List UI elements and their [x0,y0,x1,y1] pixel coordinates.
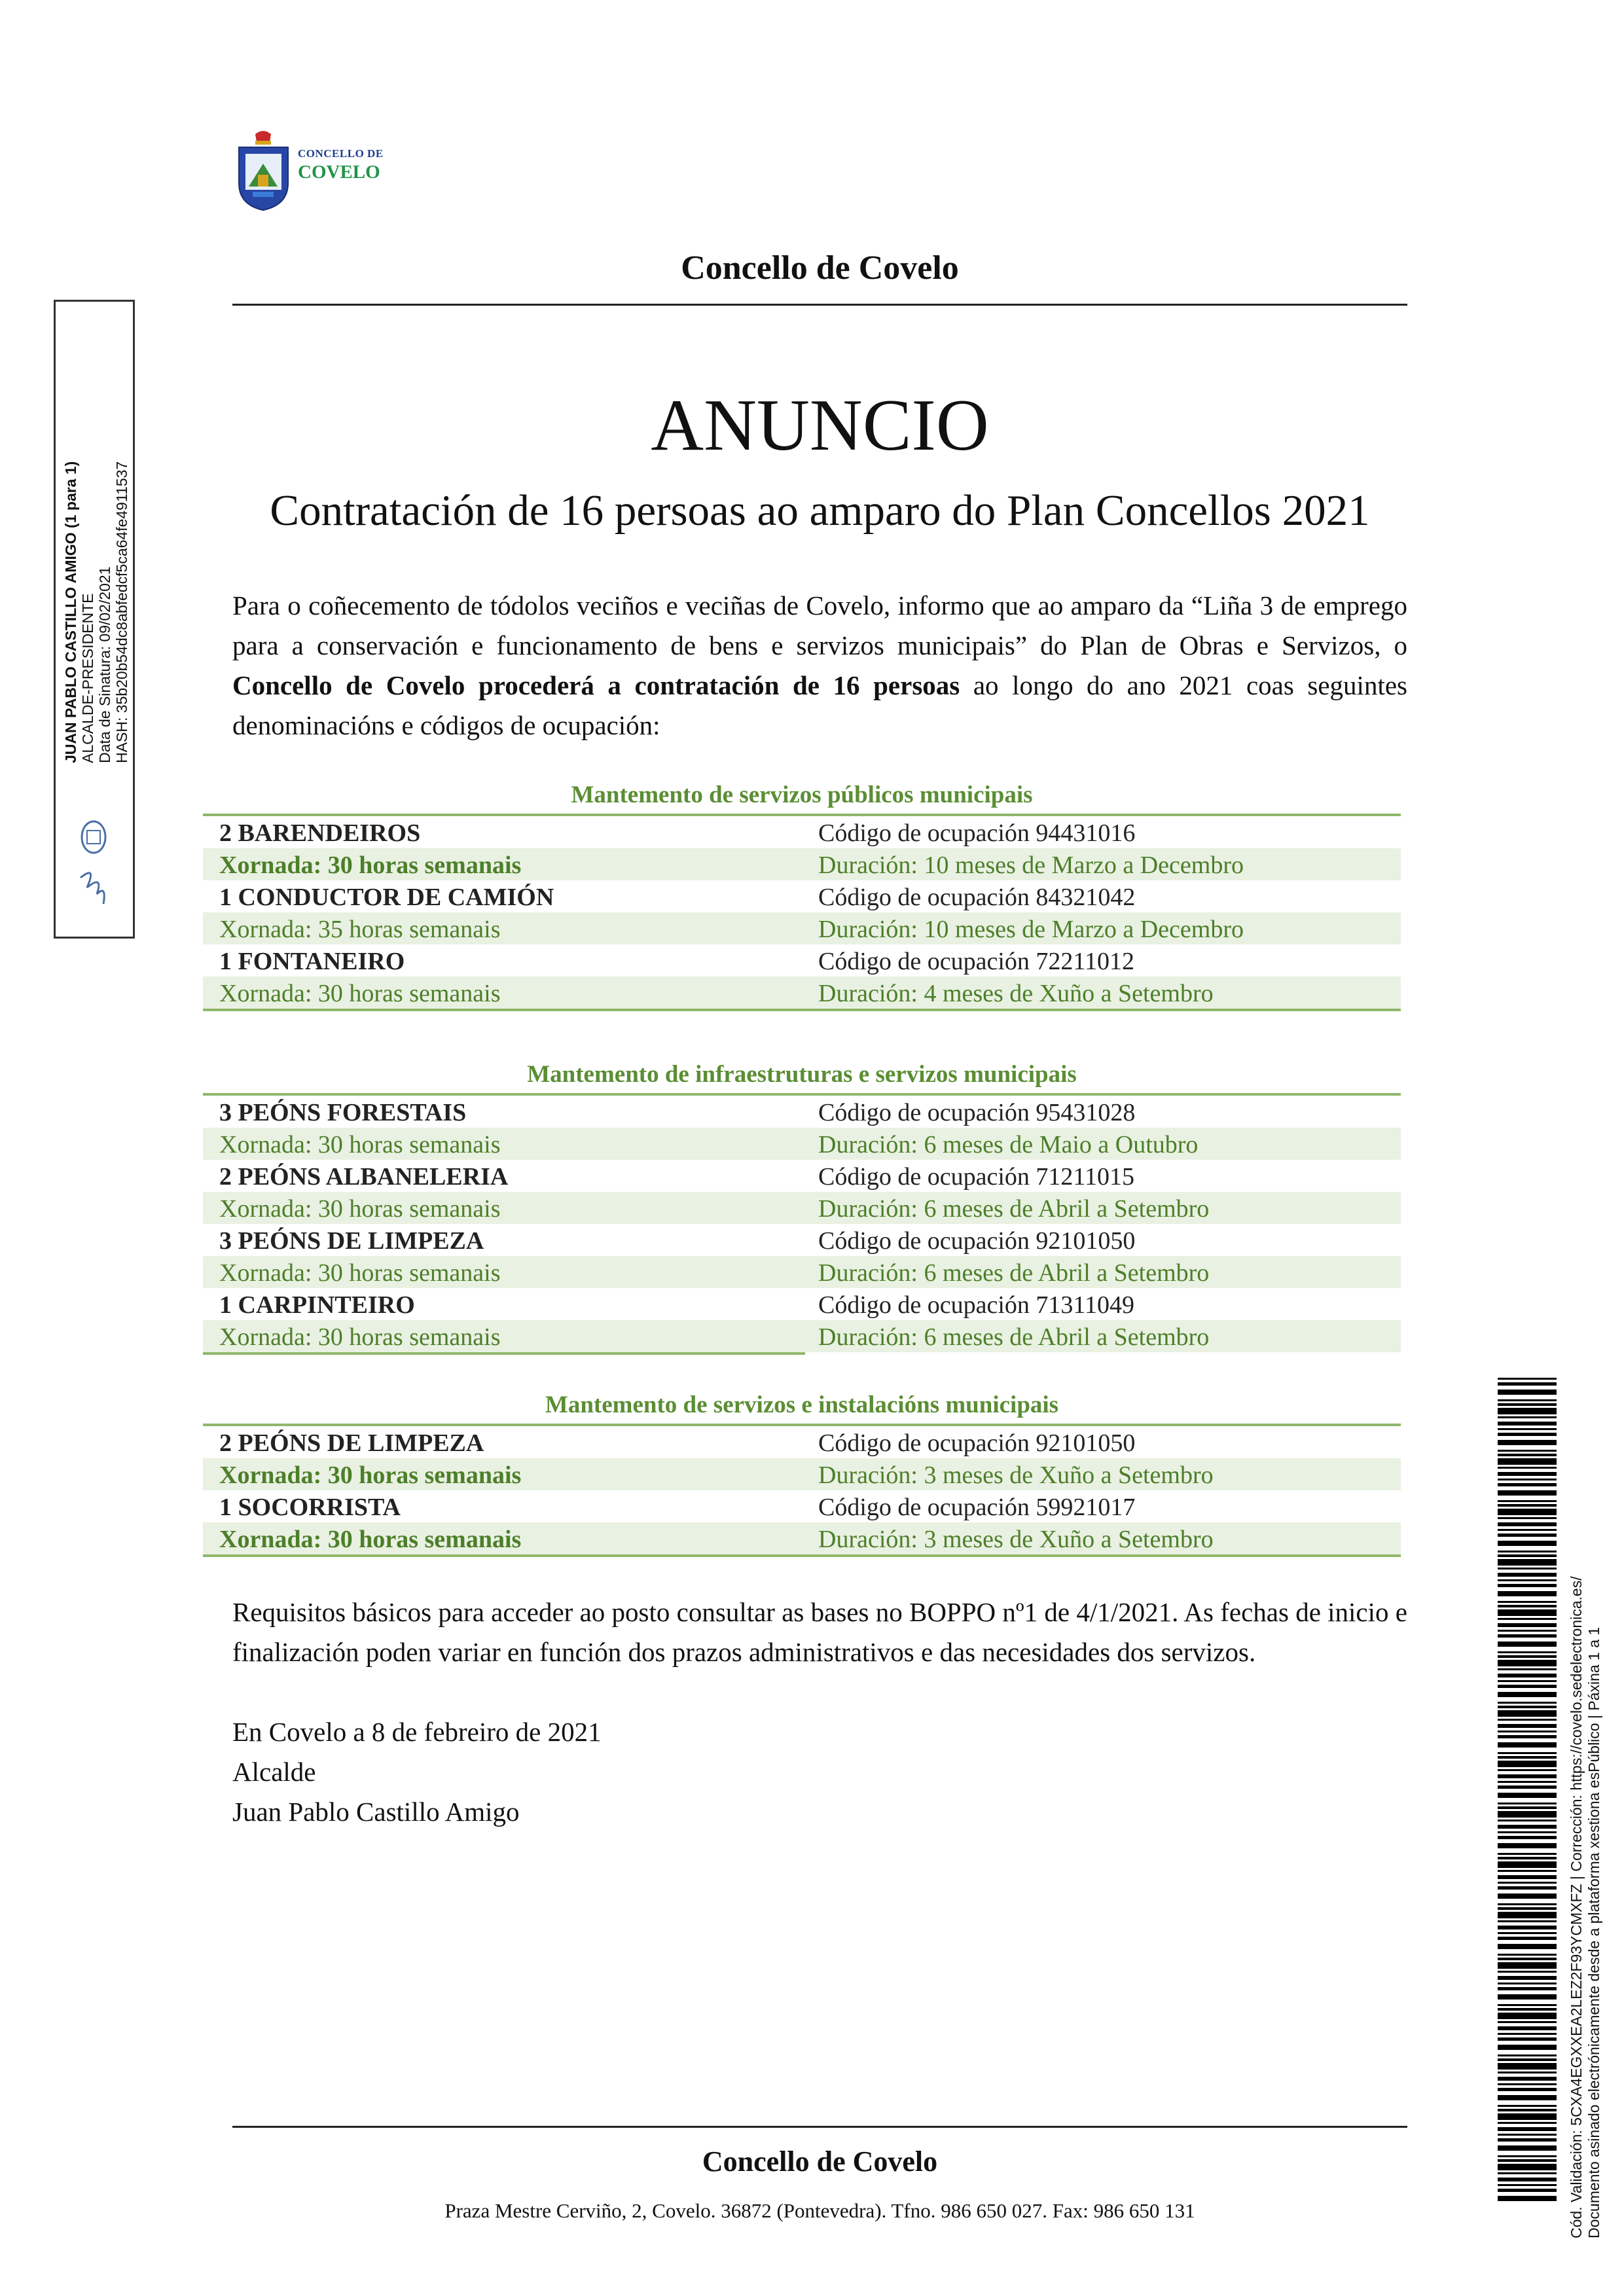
table-row [203,848,1401,880]
table-row [203,944,1401,977]
header-title: Concello de Covelo [681,249,959,287]
occupation-code: Código de ocupación 71311049 [818,1291,1135,1319]
job-title: 2 PEÓNS ALBANELERIA [219,1163,509,1191]
concello-logo [236,128,393,213]
coat-of-arms-icon [236,128,291,213]
occupation-code: Código de ocupación 59921017 [818,1494,1136,1521]
section-title: Mantemento de servizos públicos municipais [571,781,1033,808]
job-duration: Duración: 6 meses de Abril a Setembro [818,1195,1210,1223]
requirements-paragraph: Requisitos básicos para acceder ao posto consultar as bases no BOPPO nº1 de 4/1/2021. As fechas de inicio e finalización poden variar en función dos prazos administrativos e das necesidades dos servizos. [232,1597,1407,1667]
intro-bold-text: Concello de Covelo procederá a contratación de 16 persoas [232,670,960,700]
validation-note: Documento asinado electrónicamente desde a plataforma xestiona esPúblico | Páxina 1 a 1 [1585,1626,1602,2238]
job-duration: Duración: 10 meses de Marzo a Decembro [818,852,1244,879]
signature-date: Data de Sinatura: 09/02/2021 [96,566,113,763]
job-hours: Xornada: 30 horas semanais [219,1131,501,1158]
footer-address: Praza Mestre Cerviño, 2, Covelo. 36872 (Pontevedra). Tfno. 986 650 027. Fax: 986 650 131 [444,2199,1195,2222]
footer-divider [232,2126,1407,2128]
table-row [203,1160,1401,1192]
job-hours: Xornada: 30 horas semanais [219,1462,522,1489]
signature-role: ALCALDE-PRESIDENTE [79,593,96,763]
signature-seal-icon [67,812,120,917]
signature-hash: HASH: 35b20b54dc8abfedcf5ca64fe4911537 [113,461,130,763]
table-row [203,1490,1401,1522]
table-row [203,1192,1401,1224]
place-date: En Covelo a 8 de febreiro de 2021 [232,1717,602,1747]
job-title: 1 SOCORRISTA [219,1494,401,1521]
job-duration: Duración: 3 meses de Xuño a Setembro [818,1462,1214,1489]
job-title: 2 BARENDEIROS [219,819,421,847]
table-row [203,816,1401,848]
job-hours: Xornada: 30 horas semanais [219,980,501,1007]
table-row [203,977,1401,1009]
table-row [203,912,1401,944]
intro-text-2: ao longo do ano 2021 coas seguintes denominacións e códigos de ocupación: [232,670,1407,740]
job-duration: Duración: 3 meses de Xuño a Setembro [818,1526,1214,1553]
document-subtitle: Contratación de 16 persoas ao amparo do Plan Concellos 2021 [270,486,1370,535]
table-row [203,1288,1401,1320]
job-duration: Duración: 6 meses de Maio a Outubro [818,1131,1199,1158]
job-title: 1 CARPINTEIRO [219,1291,415,1319]
section-rule [203,1009,1401,1011]
occupation-code: Código de ocupación 71211015 [818,1163,1135,1191]
header-divider [232,304,1407,306]
table-row [203,880,1401,912]
signature-signer: JUAN PABLO CASTILLO AMIGO (1 para 1) [62,461,79,763]
table-row [203,1522,1401,1554]
job-title: 3 PEÓNS DE LIMPEZA [219,1227,484,1255]
table-row [203,1320,1401,1352]
occupation-code: Código de ocupación 84321042 [818,884,1136,911]
document-title: ANUNCIO [651,385,989,466]
table-row [203,1224,1401,1256]
job-hours: Xornada: 30 horas semanais [219,1259,501,1287]
job-duration: Duración: 6 meses de Abril a Setembro [818,1259,1210,1287]
table-row [203,1128,1401,1160]
job-duration: Duración: 10 meses de Marzo a Decembro [818,916,1244,943]
job-title: 3 PEÓNS FORESTAIS [219,1099,467,1126]
occupation-code: Código de ocupación 92101050 [818,1429,1136,1457]
occupation-code: Código de ocupación 72211012 [818,948,1135,975]
intro-text-1: Para o coñecemento de tódolos veciños e veciñas de Covelo, informo que ao amparo da “Liña 3 de emprego para a conservación e funcionamento de bens e servizos municipais” do Plan de Obras e Servizos, o [232,590,1407,660]
job-title: 1 FONTANEIRO [219,948,405,975]
job-hours: Xornada: 35 horas semanais [219,916,501,943]
job-hours: Xornada: 30 horas semanais [219,852,522,879]
section-title: Mantemento de servizos e instalacións municipais [545,1391,1059,1418]
job-duration: Duración: 6 meses de Abril a Setembro [818,1323,1210,1351]
footer-title: Concello de Covelo [702,2145,938,2178]
validation-code: Cód. Validación: 5CXA4EGXXEA2LEZ2F93YCMXFZ | Corrección: https://covelo.sedelectronica.es/ [1568,1576,1585,2238]
table-row [203,1096,1401,1128]
logo-text-line1: CONCELLO DE [298,147,384,160]
section-title: Mantemento de infraestruturas e servizos municipais [527,1061,1077,1088]
job-hours: Xornada: 30 horas semanais [219,1195,501,1223]
job-duration: Duración: 4 meses de Xuño a Setembro [818,980,1214,1007]
signer-role: Alcalde [232,1757,316,1787]
job-title: 2 PEÓNS DE LIMPEZA [219,1429,484,1457]
job-hours: Xornada: 30 horas semanais [219,1526,522,1553]
occupation-code: Código de ocupación 92101050 [818,1227,1136,1255]
job-hours: Xornada: 30 horas semanais [219,1323,501,1351]
logo-text-line2: COVELO [298,162,380,183]
intro-paragraph [232,586,1407,745]
section-rule [203,1352,805,1355]
section-rule [203,1554,1401,1557]
table-row [203,1256,1401,1288]
occupation-code: Código de ocupación 95431028 [818,1099,1136,1126]
table-row [203,1458,1401,1490]
occupation-code: Código de ocupación 94431016 [818,819,1136,847]
electronic-signature-box [54,300,135,939]
table-row [203,1426,1401,1458]
job-title: 1 CONDUCTOR DE CAMIÓN [219,884,554,911]
signer-name: Juan Pablo Castillo Amigo [232,1797,520,1827]
barcode-icon [1498,1378,1557,2206]
